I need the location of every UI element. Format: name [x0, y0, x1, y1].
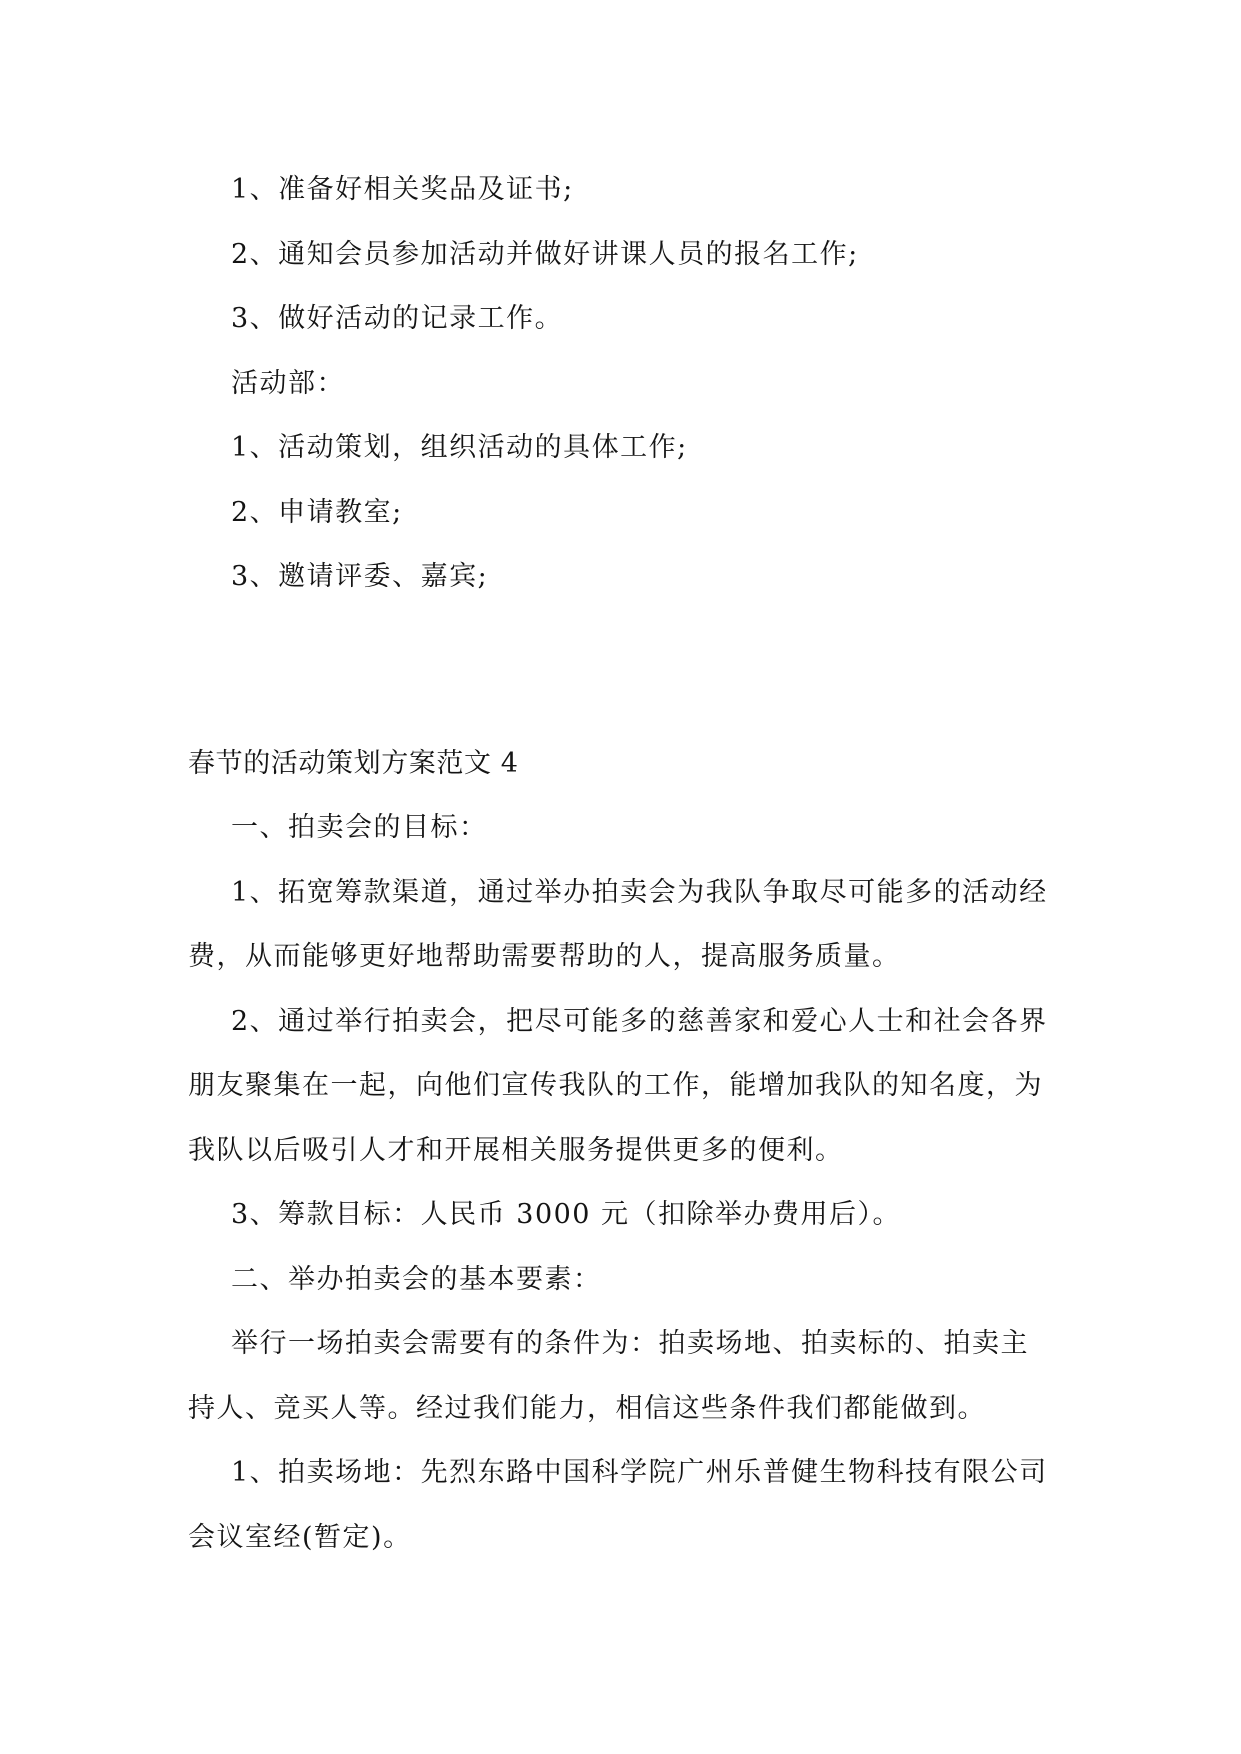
- section-heading-activity-dept: 活动部：: [231, 367, 345, 399]
- paragraph-line: 持人、竞买人等。经过我们能力，相信这些条件我们都能做到。: [188, 1392, 986, 1424]
- list-item: 1、准备好相关奖品及证书;: [231, 174, 574, 205]
- paragraph-line: 3、筹款目标：人民币 3000 元（扣除举办费用后）。: [231, 1199, 902, 1230]
- list-item: 3、做好活动的记录工作。: [231, 303, 564, 334]
- section-spacer: [188, 610, 1068, 732]
- list-item: 2、通知会员参加活动并做好讲课人员的报名工作;: [231, 238, 859, 270]
- document-body: [188, 158, 1068, 1570]
- paragraph-line: 举行一场拍卖会需要有的条件为：拍卖场地、拍卖标的、拍卖主: [231, 1328, 1029, 1359]
- document-title: 春节的活动策划方案范文 4: [188, 747, 519, 779]
- paragraph-line: 1、拍卖场地：先烈东路中国科学院广州乐普健生物科技有限公司: [231, 1457, 1048, 1488]
- paragraph-line: 1、拓宽筹款渠道，通过举办拍卖会为我队争取尽可能多的活动经: [231, 876, 1048, 908]
- paragraph-line: 会议室经(暂定)。: [188, 1521, 412, 1553]
- paragraph-line: 朋友聚集在一起，向他们宣传我队的工作，能增加我队的知名度，为: [188, 1070, 1043, 1101]
- list-item: 3、邀请评委、嘉宾;: [231, 561, 489, 592]
- paragraph-line: 2、通过举行拍卖会，把尽可能多的慈善家和爱心人士和社会各界: [231, 1005, 1048, 1037]
- list-item: 1、活动策划，组织活动的具体工作;: [231, 432, 688, 463]
- section-heading: 二、举办拍卖会的基本要素：: [231, 1263, 602, 1295]
- list-item: 2、申请教室;: [231, 496, 403, 528]
- paragraph-line: 我队以后吸引人才和开展相关服务提供更多的便利。: [188, 1134, 844, 1166]
- section-heading: 一、拍卖会的目标：: [231, 812, 488, 843]
- paragraph-line: 费，从而能够更好地帮助需要帮助的人，提高服务质量。: [188, 941, 901, 972]
